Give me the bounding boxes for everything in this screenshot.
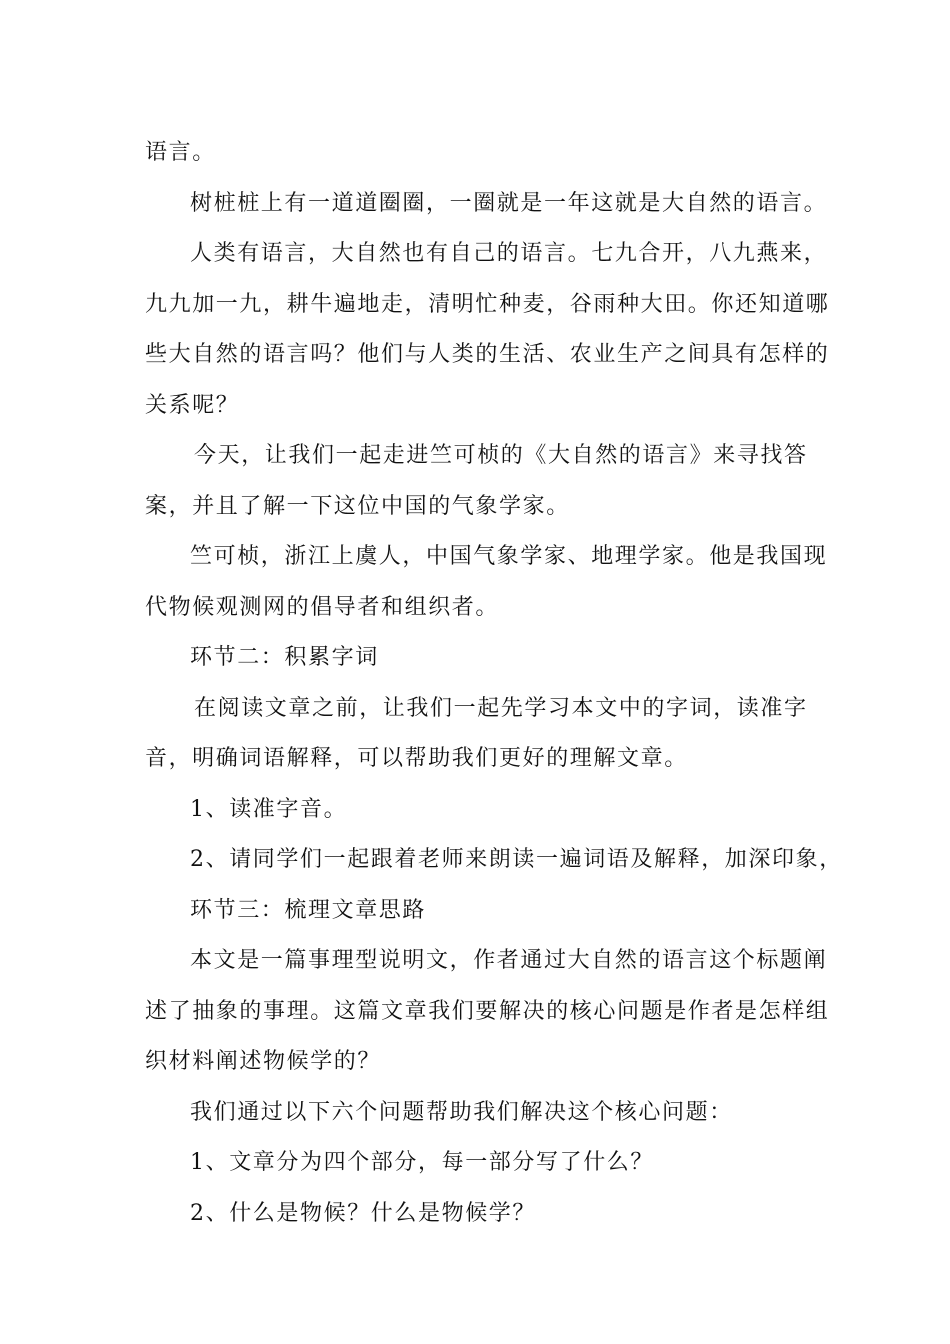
section-heading: 环节二：积累字词 — [190, 645, 379, 670]
paragraph-line: 树桩桩上有一道道圈圈，一圈就是一年这就是大自然的语言。 — [190, 190, 828, 216]
document-body — [145, 128, 843, 1239]
paragraph-line: 织材料阐述物候学的？ — [145, 1049, 382, 1074]
paragraph-line: 些大自然的语言吗？他们与人类的生活、农业生产之间具有怎样的 — [145, 342, 830, 367]
list-item: 1、读准字音。 — [190, 796, 348, 822]
paragraph-line: 音，明确词语解释，可以帮助我们更好的理解文章。 — [145, 746, 688, 771]
paragraph-line: 代物候观测网的倡导者和组织者。 — [145, 594, 500, 620]
paragraph-line: 关系呢？ — [145, 392, 240, 418]
list-item: 2、什么是物候？什么是物候学？ — [190, 1200, 536, 1226]
section-heading: 环节三：梳理文章思路 — [190, 897, 427, 923]
paragraph-line: 九九加一九，耕牛遍地走，清明忙种麦，谷雨种大田。你还知道哪 — [145, 291, 830, 317]
paragraph-line: 案，并且了解一下这位中国的气象学家。 — [145, 493, 570, 519]
list-item: 2、请同学们一起跟着老师来朗读一遍词语及解释，加深印象， — [190, 847, 843, 872]
paragraph-line: 人类有语言，大自然也有自己的语言。七九合开，八九燕来， — [190, 241, 828, 266]
paragraph-line: 竺可桢，浙江上虞人，中国气象学家、地理学家。他是我国现 — [190, 544, 828, 569]
list-item: 1、文章分为四个部分，每一部分写了什么？ — [190, 1150, 654, 1175]
paragraph-line: 述了抽象的事理。这篇文章我们要解决的核心问题是作者是怎样组 — [145, 998, 830, 1024]
paragraph-line: 语言。 — [145, 140, 216, 165]
paragraph-line: 在阅读文章之前，让我们一起先学习本文中的字词，读准字 — [194, 695, 808, 721]
paragraph-line: 今天，让我们一起走进竺可桢的《大自然的语言》来寻找答 — [194, 443, 808, 468]
paragraph-line: 我们通过以下六个问题帮助我们解决这个核心问题： — [190, 1099, 733, 1125]
paragraph-line: 本文是一篇事理型说明文，作者通过大自然的语言这个标题阐 — [190, 948, 828, 973]
